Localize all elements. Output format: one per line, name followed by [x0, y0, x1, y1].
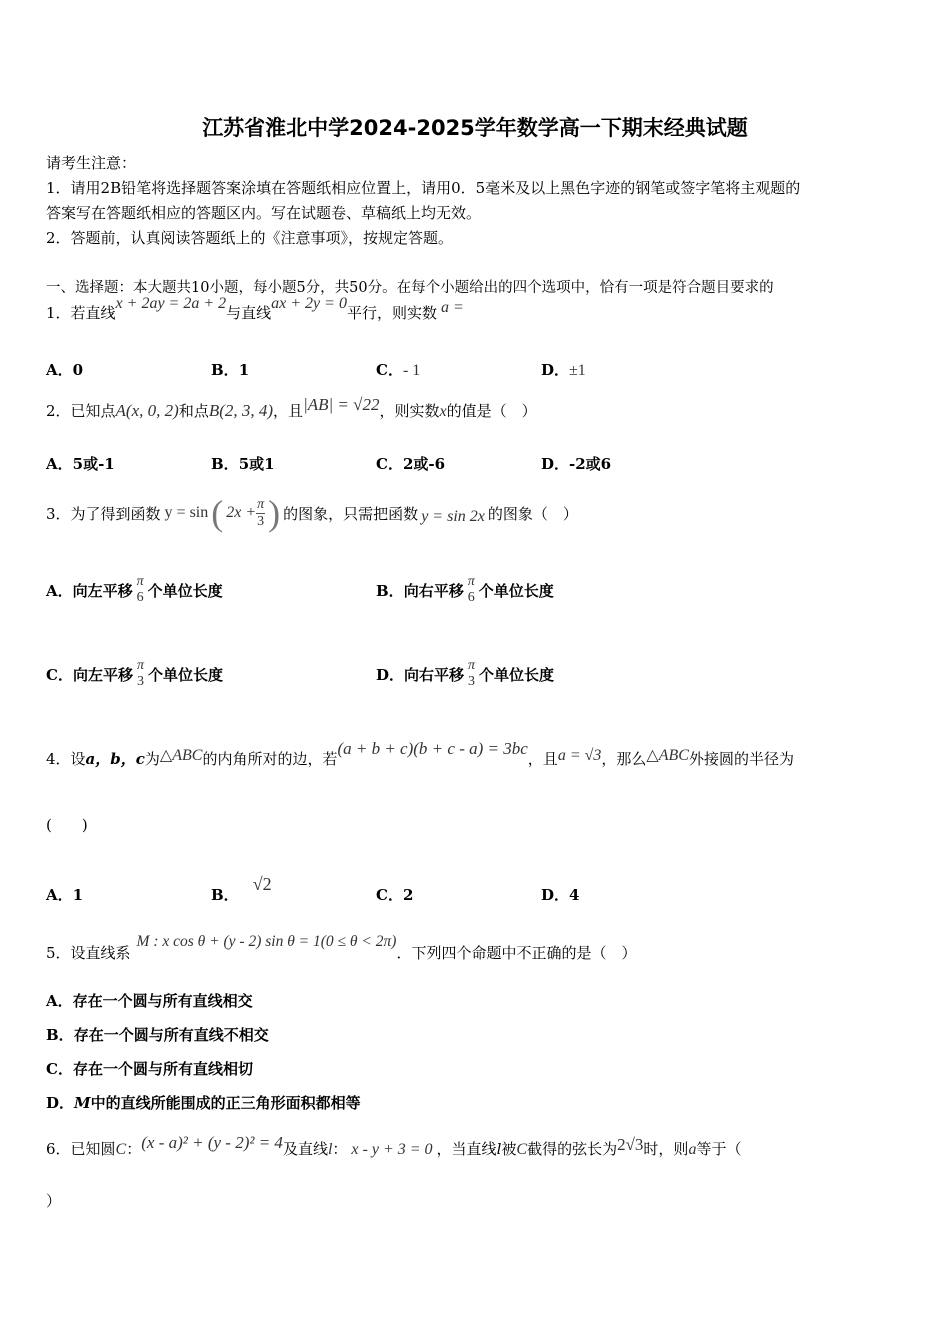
q2-option-d[interactable]: D．-2或6 — [541, 455, 612, 473]
q1-var: a = — [440, 299, 464, 316]
q6-line-eq: x - y + 3 = 0 — [351, 1141, 433, 1158]
left-paren-icon: ( — [211, 493, 224, 533]
q1-mid: 与直线 — [226, 304, 272, 322]
q3-option-a[interactable]: A． 向左平移 π 6 个单位长度 — [46, 574, 223, 605]
q1-option-b[interactable]: B．1 — [211, 361, 250, 379]
q5-equation: M : x cos θ + (y - 2) sin θ = 1(0 ≤ θ < 2π) — [136, 933, 397, 950]
page-title: 江苏省淮北中学2024-2025学年数学高一下期末经典试题 — [202, 116, 748, 140]
q1-eq2: ax + 2y = 0 — [271, 295, 347, 312]
question-2: 2．已知点A(x, 0, 2)和点B(2, 3, 4)，且|AB| = √22，则实数x的值是（ ） — [46, 395, 537, 420]
q1-tail: 平行，则实数 — [346, 304, 437, 322]
q2-option-a[interactable]: A．5或-1 — [46, 455, 115, 473]
question-1 — [46, 295, 464, 323]
q3-option-b[interactable]: B． 向右平移 π 6 个单位长度 — [376, 574, 554, 605]
right-paren-icon: ) — [268, 493, 281, 533]
q3-func2: y = sin 2x — [421, 508, 485, 525]
notice-line-1: 1．请用2B铅笔将选择题答案涂填在答题纸相应位置上，请用0．5毫米及以上黑色字迹的钢笔或签字笔将主观题的 — [46, 179, 801, 197]
q2-stem: 2．已知点 — [46, 402, 116, 420]
q5-option-a[interactable]: A．存在一个圆与所有直线相交 — [46, 992, 253, 1010]
q2-option-b[interactable]: B．5或1 — [211, 455, 275, 473]
question-5: 5．设直线系M : x cos θ + (y - 2) sin θ = 1(0 ≤ θ < 2π)．下列四个命题中不正确的是（ ） — [46, 933, 637, 962]
q1-option-d[interactable]: D．±1 — [541, 361, 586, 379]
q6-circle-eq: (x - a)² + (y - 2)² = 4 — [141, 1133, 283, 1152]
q4-triangle: △ABC — [159, 747, 203, 764]
q5-option-d[interactable]: D．M中的直线所能围成的正三角形面积都相等 — [46, 1094, 361, 1112]
q4-option-c[interactable]: C．2 — [376, 886, 414, 904]
q5-option-c[interactable]: C．存在一个圆与所有直线相切 — [46, 1060, 253, 1078]
q3-func: y = sin — [164, 504, 209, 521]
q1-stem: 1．若直线 — [46, 304, 116, 322]
q4-option-d[interactable]: D．4 — [541, 886, 580, 904]
notice-line-2: 答案写在答题纸相应的答题区内。写在试题卷、草稿纸上均无效。 — [46, 204, 482, 222]
q3-option-d[interactable]: D． 向右平移 π 3 个单位长度 — [376, 658, 555, 689]
q3-option-c[interactable]: C． 向左平移 π 3 个单位长度 — [46, 658, 223, 689]
q4-option-a[interactable]: A．1 — [46, 886, 84, 904]
q2-point-a: A(x, 0, 2) — [115, 401, 179, 420]
q4-equation: (a + b + c)(b + c - a) = 3bc — [337, 739, 528, 758]
q3-fraction: $\frac{\pi}{3}$ — [257, 496, 265, 529]
question-3: 3．为了得到函数 y = sin ( 2x + $\frac{\pi}{3}$ ) 的图象，只需把函数 y = sin 2x 的图象（ ） — [46, 493, 578, 533]
section-heading: 一、选择题：本大题共10小题，每小题5分，共50分。在每个小题给出的四个选项中，恰有一项是符合题目要求的 — [46, 280, 774, 296]
notice-line-3: 2．答题前，认真阅读答题纸上的《注意事项》，按规定答题。 — [46, 229, 454, 247]
q1-option-c[interactable]: C．- 1 — [376, 361, 421, 379]
q1-eq1: x + 2ay = 2a + 2 — [115, 295, 227, 312]
q5-option-b[interactable]: B．存在一个圆与所有直线不相交 — [46, 1026, 269, 1044]
notice-heading: 请考生注意： — [46, 154, 137, 172]
q3-stem: 3．为了得到函数 — [46, 504, 161, 523]
q2-distance: |AB| = √22 — [303, 395, 380, 414]
q4-answer-paren: ( ) — [46, 816, 88, 834]
question-4: 4．设a，b，c为△ABC的内角所对的边，若(a + b + c)(b + c - a) = 3bc，且a = √3，那么△ABC外接圆的半径为 — [46, 739, 794, 768]
q4-option-b[interactable]: B．√2 — [211, 874, 272, 904]
q1-option-a[interactable]: A．0 — [46, 361, 84, 379]
q2-point-b: B(2, 3, 4) — [208, 401, 274, 420]
question-6: 6．已知圆C：(x - a)² + (y - 2)² = 4及直线l： x - y + 3 = 0 ，当直线l被C截得的弦长为2√3时，则a等于（ — [46, 1133, 742, 1158]
q2-option-c[interactable]: C．2或-6 — [376, 455, 446, 473]
q6-close-paren: ） — [46, 1192, 62, 1210]
